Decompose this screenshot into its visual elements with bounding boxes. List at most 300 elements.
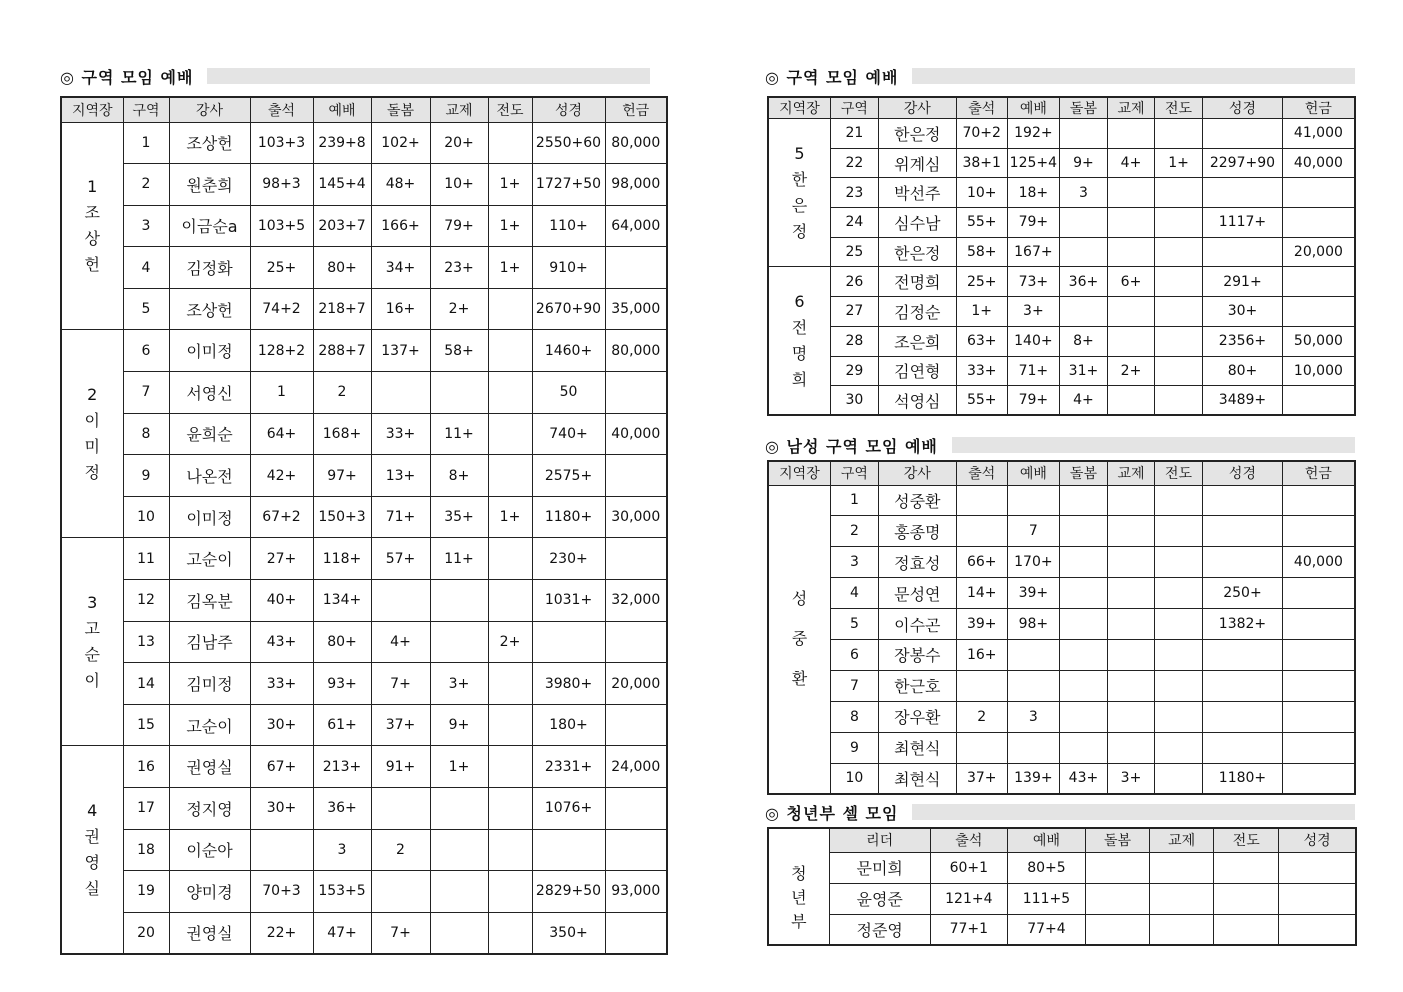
leader-char: 부 — [791, 912, 807, 931]
cell-value — [956, 485, 1007, 516]
teacher-name: 최현식 — [878, 763, 956, 794]
column-header: 돌봄 — [1059, 461, 1107, 485]
cell-value: 7 — [123, 372, 169, 414]
cell-value: 8 — [830, 701, 878, 732]
cell-value — [1059, 609, 1107, 640]
cell-value — [1107, 208, 1154, 238]
teacher-name: 윤영준 — [829, 883, 930, 914]
cell-value: 48+ — [371, 164, 430, 206]
table-row — [61, 164, 667, 206]
teacher-name: 정효성 — [878, 547, 956, 578]
table-row — [61, 455, 667, 497]
leader-char: 이 — [84, 410, 100, 430]
district-leader — [61, 746, 123, 954]
teacher-name: 김남주 — [169, 621, 250, 663]
column-header: 예배 — [1007, 97, 1059, 119]
cell-value — [1155, 297, 1203, 327]
cell-value: 1+ — [488, 205, 532, 247]
cell-value — [1107, 578, 1154, 609]
district-leader — [61, 330, 123, 538]
cell-value — [1059, 701, 1107, 732]
cell-value: 3 — [123, 205, 169, 247]
cell-value: 58+ — [430, 330, 488, 372]
teacher-name: 서영신 — [169, 372, 250, 414]
teacher-name: 이금순a — [169, 205, 250, 247]
cell-value: 43+ — [250, 621, 313, 663]
cell-value — [605, 455, 667, 497]
section-title-district-left — [60, 66, 650, 86]
cell-value — [1107, 326, 1154, 356]
cell-value — [488, 663, 532, 705]
cell-value — [1007, 639, 1059, 670]
teacher-name: 김미정 — [169, 663, 250, 705]
leader-char: 영 — [84, 852, 100, 872]
leader-char: 전 — [791, 317, 808, 337]
cell-value — [1214, 883, 1279, 914]
cell-value: 73+ — [1007, 267, 1059, 297]
cell-value — [1007, 670, 1059, 701]
cell-value: 60+1 — [930, 852, 1007, 883]
cell-value — [488, 871, 532, 913]
cell-value: 3 — [1059, 178, 1107, 208]
cell-value: 7 — [1007, 516, 1059, 547]
cell-value — [371, 372, 430, 414]
cell-value — [488, 746, 532, 788]
column-header: 헌금 — [605, 97, 667, 122]
cell-value — [1107, 670, 1154, 701]
cell-value: 38+1 — [956, 148, 1007, 178]
cell-value: 31+ — [1059, 356, 1107, 386]
cell-value: 22 — [830, 148, 878, 178]
table-row — [768, 547, 1355, 578]
cell-value: 58+ — [956, 237, 1007, 267]
table-row — [768, 701, 1355, 732]
cell-value — [1203, 485, 1283, 516]
cell-value — [1282, 297, 1355, 327]
cell-value — [1282, 386, 1355, 416]
cell-value — [488, 288, 532, 330]
column-header: 구역 — [830, 97, 878, 119]
cell-value — [1214, 852, 1279, 883]
table-row — [768, 326, 1355, 356]
cell-value: 10+ — [956, 178, 1007, 208]
cell-value: 55+ — [956, 208, 1007, 238]
cell-value: 118+ — [313, 538, 371, 580]
cell-value: 4+ — [1059, 386, 1107, 416]
cell-value: 30 — [830, 386, 878, 416]
column-header: 구역 — [123, 97, 169, 122]
cell-value: 71+ — [1007, 356, 1059, 386]
leader-char: 은 — [791, 195, 808, 215]
cell-value: 20,000 — [605, 663, 667, 705]
leader-char: 정 — [791, 221, 808, 241]
cell-value: 1+ — [1155, 148, 1203, 178]
cell-value — [1155, 267, 1203, 297]
cell-value: 25+ — [250, 247, 313, 289]
cell-value — [1107, 297, 1154, 327]
cell-value: 102+ — [371, 122, 430, 164]
header-row — [61, 97, 667, 122]
cell-value — [1007, 485, 1059, 516]
cell-value: 2829+50 — [532, 871, 605, 913]
leader-char: 5 — [794, 143, 805, 163]
table-row — [61, 788, 667, 830]
table-row — [61, 538, 667, 580]
cell-value — [371, 788, 430, 830]
cell-value — [488, 330, 532, 372]
table-row — [768, 609, 1355, 640]
cell-value: 9 — [123, 455, 169, 497]
teacher-name: 권영실 — [169, 746, 250, 788]
teacher-name: 이순아 — [169, 829, 250, 871]
cell-value: 139+ — [1007, 763, 1059, 794]
cell-value — [488, 122, 532, 164]
table-row — [61, 330, 667, 372]
column-header: 구역 — [830, 461, 878, 485]
column-header: 교제 — [430, 97, 488, 122]
teacher-name: 장봉수 — [878, 639, 956, 670]
cell-value: 1+ — [488, 496, 532, 538]
cell-value: 28 — [830, 326, 878, 356]
cell-value: 14+ — [956, 578, 1007, 609]
leader-char: 조 — [84, 202, 100, 222]
column-header-blank — [768, 828, 829, 852]
cell-value: 79+ — [430, 205, 488, 247]
section-title-label: ◎ 남성 구역 모임 예배 — [765, 436, 938, 456]
cell-value: 9+ — [430, 704, 488, 746]
cell-value: 40,000 — [1282, 148, 1355, 178]
cell-value: 13+ — [371, 455, 430, 497]
column-header: 지역장 — [768, 461, 830, 485]
cell-value: 30+ — [250, 788, 313, 830]
cell-value: 2 — [371, 829, 430, 871]
table-row — [768, 178, 1355, 208]
cell-value — [1155, 119, 1203, 149]
cell-value: 213+ — [313, 746, 371, 788]
teacher-name: 정지영 — [169, 788, 250, 830]
table-row — [61, 704, 667, 746]
cell-value: 1076+ — [532, 788, 605, 830]
cell-value: 25+ — [956, 267, 1007, 297]
column-header: 성경 — [1203, 97, 1283, 119]
table-row — [768, 516, 1355, 547]
cell-value: 9+ — [1059, 148, 1107, 178]
cell-value: 23+ — [430, 247, 488, 289]
column-header: 헌금 — [1282, 97, 1355, 119]
cell-value: 145+4 — [313, 164, 371, 206]
cell-value — [1203, 670, 1283, 701]
cell-value: 2+ — [430, 288, 488, 330]
cell-value: 910+ — [532, 247, 605, 289]
table-row — [768, 237, 1355, 267]
table-row — [768, 578, 1355, 609]
leader-char: 고 — [84, 618, 100, 638]
cell-value — [605, 788, 667, 830]
column-header: 강사 — [878, 97, 956, 119]
cell-value — [1059, 639, 1107, 670]
table-row — [61, 912, 667, 954]
cell-value — [488, 455, 532, 497]
cell-value: 6+ — [1107, 267, 1154, 297]
cell-value: 80+5 — [1007, 852, 1085, 883]
cell-value: 128+2 — [250, 330, 313, 372]
cell-value: 1 — [830, 485, 878, 516]
cell-value — [488, 372, 532, 414]
cell-value: 192+ — [1007, 119, 1059, 149]
cell-value — [1059, 208, 1107, 238]
cell-value: 2297+90 — [1203, 148, 1283, 178]
cell-value — [1107, 639, 1154, 670]
column-header: 헌금 — [1282, 461, 1355, 485]
cell-value — [1155, 356, 1203, 386]
teacher-name: 박선주 — [878, 178, 956, 208]
cell-value: 71+ — [371, 496, 430, 538]
cell-value: 6 — [830, 639, 878, 670]
youth-leader — [768, 852, 829, 945]
section-title-district-right — [765, 66, 1355, 86]
leader-char: 1 — [87, 176, 98, 196]
teacher-name: 조상헌 — [169, 122, 250, 164]
cell-value: 1 — [250, 372, 313, 414]
cell-value: 80+ — [1203, 356, 1283, 386]
cell-value: 218+7 — [313, 288, 371, 330]
cell-value: 80,000 — [605, 330, 667, 372]
cell-value: 17 — [123, 788, 169, 830]
teacher-name: 윤희순 — [169, 413, 250, 455]
cell-value — [1282, 670, 1355, 701]
column-header: 돌봄 — [1059, 97, 1107, 119]
cell-value: 1180+ — [532, 496, 605, 538]
cell-value — [1282, 485, 1355, 516]
district-leader — [768, 267, 830, 415]
cell-value: 70+3 — [250, 871, 313, 913]
cell-value: 1+ — [488, 164, 532, 206]
cell-value: 8+ — [430, 455, 488, 497]
cell-value: 1382+ — [1203, 609, 1283, 640]
cell-value — [1279, 883, 1356, 914]
column-header: 돌봄 — [1086, 828, 1150, 852]
cell-value — [1107, 701, 1154, 732]
cell-value: 67+ — [250, 746, 313, 788]
cell-value: 24,000 — [605, 746, 667, 788]
cell-value — [605, 247, 667, 289]
cell-value: 98+3 — [250, 164, 313, 206]
cell-value — [1155, 701, 1203, 732]
cell-value — [1282, 732, 1355, 763]
cell-value: 91+ — [371, 746, 430, 788]
cell-value: 98+ — [1007, 609, 1059, 640]
column-header: 예배 — [1007, 461, 1059, 485]
leader-char: 상 — [84, 228, 100, 248]
teacher-name: 문성연 — [878, 578, 956, 609]
leader-char: 2 — [87, 384, 98, 404]
column-header: 교제 — [1150, 828, 1214, 852]
cell-value — [1203, 237, 1283, 267]
cell-value: 18+ — [1007, 178, 1059, 208]
cell-value — [1155, 670, 1203, 701]
column-header: 전도 — [1155, 97, 1203, 119]
table-row — [61, 288, 667, 330]
cell-value: 77+4 — [1007, 914, 1085, 945]
cell-value: 47+ — [313, 912, 371, 954]
cell-value — [1059, 119, 1107, 149]
cell-value: 11+ — [430, 538, 488, 580]
leader-char: 청 — [791, 864, 807, 883]
cell-value: 36+ — [1059, 267, 1107, 297]
leader-char: 권 — [84, 826, 100, 846]
cell-value: 12 — [123, 580, 169, 622]
cell-value: 41,000 — [1282, 119, 1355, 149]
cell-value: 34+ — [371, 247, 430, 289]
district-leader — [768, 119, 830, 267]
cell-value: 3+ — [430, 663, 488, 705]
cell-value — [250, 829, 313, 871]
cell-value — [1282, 763, 1355, 794]
teacher-name: 문미희 — [829, 852, 930, 883]
cell-value — [532, 621, 605, 663]
table-row — [768, 883, 1356, 914]
column-header: 출석 — [956, 461, 1007, 485]
cell-value — [488, 829, 532, 871]
cell-value — [1155, 485, 1203, 516]
cell-value — [1150, 914, 1214, 945]
column-header: 출석 — [930, 828, 1007, 852]
cell-value — [1155, 386, 1203, 416]
cell-value — [1282, 267, 1355, 297]
teacher-name: 나온전 — [169, 455, 250, 497]
cell-value: 40,000 — [605, 413, 667, 455]
cell-value: 35,000 — [605, 288, 667, 330]
cell-value: 168+ — [313, 413, 371, 455]
leader-char: 환 — [791, 669, 808, 689]
cell-value — [1203, 516, 1283, 547]
cell-value — [1203, 639, 1283, 670]
column-header: 전도 — [488, 97, 532, 122]
cell-value — [1155, 178, 1203, 208]
column-header: 리더 — [829, 828, 930, 852]
teacher-name: 고순이 — [169, 704, 250, 746]
cell-value: 740+ — [532, 413, 605, 455]
cell-value: 170+ — [1007, 547, 1059, 578]
cell-value: 1727+50 — [532, 164, 605, 206]
teacher-name: 심수남 — [878, 208, 956, 238]
teacher-name: 권영실 — [169, 912, 250, 954]
header-row — [768, 828, 1356, 852]
teacher-name: 조상헌 — [169, 288, 250, 330]
cell-value: 37+ — [371, 704, 430, 746]
cell-value: 13 — [123, 621, 169, 663]
leader-char: 중 — [791, 629, 808, 649]
title-bar — [207, 68, 650, 84]
teacher-name: 위계심 — [878, 148, 956, 178]
cell-value: 4+ — [1107, 148, 1154, 178]
leader-char: 실 — [84, 878, 100, 898]
cell-value: 288+7 — [313, 330, 371, 372]
cell-value: 2 — [313, 372, 371, 414]
table-row — [768, 297, 1355, 327]
cell-value — [1214, 914, 1279, 945]
cell-value — [1279, 914, 1356, 945]
cell-value: 3+ — [1107, 763, 1154, 794]
cell-value — [1107, 516, 1154, 547]
column-header: 성경 — [1203, 461, 1283, 485]
cell-value — [1203, 732, 1283, 763]
leader-char: 3 — [87, 592, 98, 612]
cell-value: 2550+60 — [532, 122, 605, 164]
cell-value: 150+3 — [313, 496, 371, 538]
cell-value: 30+ — [250, 704, 313, 746]
leader-char: 순 — [84, 644, 100, 664]
cell-value: 3980+ — [532, 663, 605, 705]
column-header: 교제 — [1107, 461, 1154, 485]
cell-value: 9 — [830, 732, 878, 763]
cell-value — [1155, 732, 1203, 763]
cell-value: 2356+ — [1203, 326, 1283, 356]
cell-value — [1107, 485, 1154, 516]
cell-value: 26 — [830, 267, 878, 297]
cell-value: 25 — [830, 237, 878, 267]
cell-value: 23 — [830, 178, 878, 208]
cell-value — [956, 732, 1007, 763]
section-title-label: ◎ 구역 모임 예배 — [60, 67, 194, 87]
cell-value: 4 — [830, 578, 878, 609]
cell-value — [488, 912, 532, 954]
cell-value: 98,000 — [605, 164, 667, 206]
cell-value — [1155, 326, 1203, 356]
cell-value: 121+4 — [930, 883, 1007, 914]
table-row — [768, 670, 1355, 701]
cell-value: 16 — [123, 746, 169, 788]
cell-value: 5 — [830, 609, 878, 640]
cell-value: 32,000 — [605, 580, 667, 622]
cell-value: 27+ — [250, 538, 313, 580]
district-table-left — [60, 96, 668, 955]
column-header: 지역장 — [61, 97, 123, 122]
cell-value: 110+ — [532, 205, 605, 247]
cell-value: 10+ — [430, 164, 488, 206]
cell-value: 1+ — [430, 746, 488, 788]
cell-value: 39+ — [956, 609, 1007, 640]
cell-value — [1155, 208, 1203, 238]
cell-value: 350+ — [532, 912, 605, 954]
cell-value: 79+ — [1007, 208, 1059, 238]
cell-value — [430, 788, 488, 830]
table-row — [768, 852, 1356, 883]
column-header: 교제 — [1107, 97, 1154, 119]
teacher-name: 김옥분 — [169, 580, 250, 622]
cell-value: 103+5 — [250, 205, 313, 247]
cell-value — [1282, 578, 1355, 609]
cell-value — [1155, 763, 1203, 794]
cell-value: 50 — [532, 372, 605, 414]
leader-char: 성 — [791, 589, 808, 609]
cell-value: 1 — [123, 122, 169, 164]
cell-value: 3 — [1007, 701, 1059, 732]
cell-value: 250+ — [1203, 578, 1283, 609]
teacher-name: 최현식 — [878, 732, 956, 763]
cell-value: 125+4 — [1007, 148, 1059, 178]
cell-value: 20+ — [430, 122, 488, 164]
teacher-name: 양미경 — [169, 871, 250, 913]
cell-value: 18 — [123, 829, 169, 871]
male-district-table — [767, 460, 1356, 795]
cell-value — [1203, 178, 1283, 208]
cell-value: 33+ — [371, 413, 430, 455]
column-header: 전도 — [1214, 828, 1279, 852]
teacher-name: 한은정 — [878, 237, 956, 267]
teacher-name: 김연형 — [878, 356, 956, 386]
leader-char: 헌 — [84, 254, 100, 274]
